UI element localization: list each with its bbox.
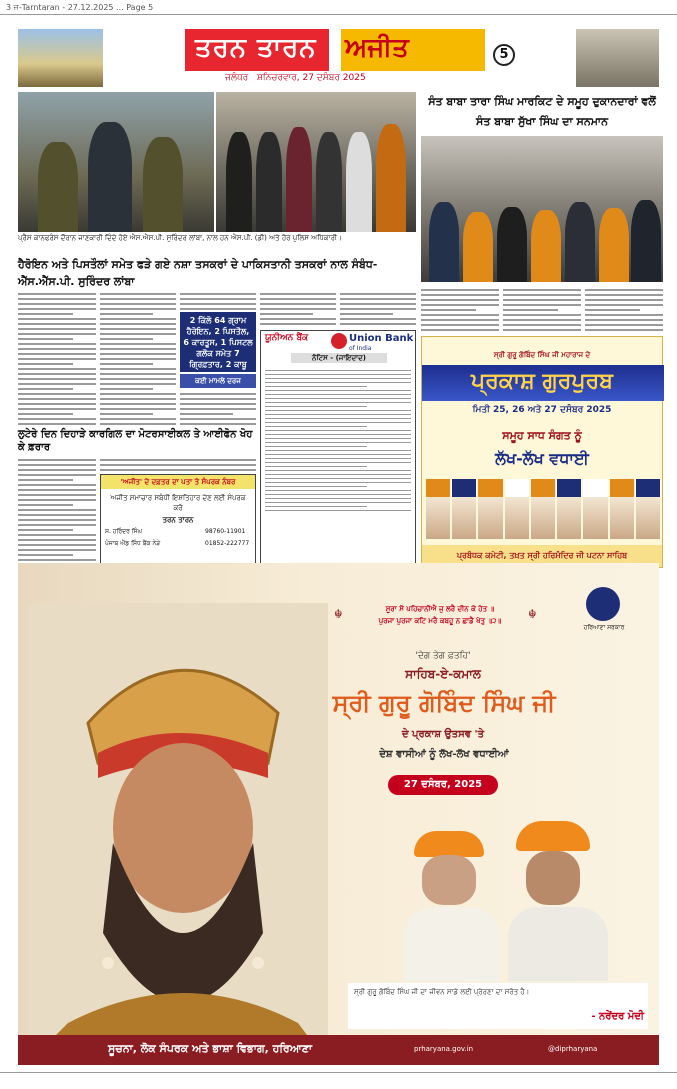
bank-label-punjabi: ਯੂਨੀਅਨ ਬੈਂਕ xyxy=(265,333,309,343)
office-box-body: ਅਜੀਤ ਸਮਾਚਾਰ ਸਬੰਧੀ ਇਸ਼ਤਿਹਾਰ ਦੇਣ ਲਈ ਸੰਪਰਕ ਕਰੋ xyxy=(110,494,246,512)
gurpurab-title: ਪ੍ਰਕਾਸ਼ ਗੁਰਪੁਰਬ xyxy=(471,369,613,394)
story1-column-3 xyxy=(180,290,256,310)
office-row1-phone: 98760-11901 xyxy=(205,528,246,535)
gurpurab-footer: ਪ੍ਰਬੰਧਕ ਕਮੇਟੀ, ਤਖ਼ਤ ਸ੍ਰੀ ਹਰਿਮੰਦਿਰ ਜੀ ਪਟਨਾ ਸਾਹਿਬ xyxy=(422,545,662,567)
khanda-right-icon: ☬ xyxy=(528,607,537,621)
gurpurab-top: ਸ੍ਰੀ ਗੁਰੂ ਗੋਬਿੰਦ ਸਿੰਘ ਜੀ ਮਹਾਰਾਜ ਦੇ xyxy=(493,351,591,359)
story1-column-2 xyxy=(100,290,176,426)
masthead-title-left: ਤਰਨ ਤਾਰਨ xyxy=(195,33,317,63)
ad-subtitle: ਸਾਹਿਬ-ਏ-ਕਮਾਲ xyxy=(405,667,481,681)
office-box-city: ਤਰਨ ਤਾਰਨ xyxy=(162,516,194,524)
quote-box xyxy=(348,983,648,1029)
police-photo-1 xyxy=(18,92,214,232)
story1-column-3b xyxy=(180,390,256,426)
photo-caption-1: ਪ੍ਰੈਸ ਕਾਨਫਰੰਸ ਦੌਰਾਨ ਜਾਣਕਾਰੀ ਦਿੰਦੇ ਹੋਏ ਐਸ.ਐਸ.ਪੀ. ਸੁਰਿੰਦਰ ਲਾਂਬਾ, ਨਾਲ ਹਨ ਐਸ.ਪੀ. (ਡੀ) ਅਤੇ ਹੋਰ ਪੁਲਿਸ ਅਧਿਕਾਰੀ। xyxy=(18,234,342,242)
verse-line-1: ਸੂਰਾ ਸੋ ਪਹਿਚਾਨੀਐ ਜੁ ਲਰੈ ਦੀਨ ਕੇ ਹੇਤ ॥ xyxy=(385,605,495,613)
corner-photo xyxy=(576,29,659,87)
golden-temple-photo xyxy=(18,29,103,87)
story2-column-3 xyxy=(585,286,663,334)
haryana-government-ad xyxy=(18,563,659,1065)
office-contact-box xyxy=(100,474,256,564)
ad-date-pill: 27 ਦਸੰਬਰ, 2025 xyxy=(388,775,498,795)
bank-brand-sub: of India xyxy=(349,345,372,352)
gurpurab-greeting-2: ਲੱਖ-ਲੱਖ ਵਧਾਈ xyxy=(495,449,589,468)
headline-robbery: ਲੁਟੇਰੇ ਦਿਨ ਦਿਹਾੜੇ ਕਾਰਗਿਲ ਦਾ ਮੋਟਰਸਾਈਕਲ ਤੇ ਆਈਫੋਨ ਖੋਹ ਕੇ ਫ਼ਰਾਰ xyxy=(18,429,253,453)
story2-column-2 xyxy=(503,286,581,334)
ad-footer-website: prharyana.gov.in xyxy=(414,1045,474,1053)
office-row1-name: ਸ. ਹਰਿੰਦਰ ਸਿੰਘ xyxy=(105,528,143,535)
police-photo-2 xyxy=(216,92,416,232)
committee-portraits xyxy=(426,479,660,539)
ad-footer-handle: @diprharyana xyxy=(548,1045,598,1053)
ad-line-2: ਦੇਸ਼ ਵਾਸੀਆਂ ਨੂੰ ਲੱਖ-ਲੱਖ ਵਧਾਈਆਂ xyxy=(379,749,509,760)
ad-title: ਸ੍ਰੀ ਗੁਰੂ ਗੋਬਿੰਦ ਸਿੰਘ ਜੀ xyxy=(332,689,556,717)
story1-column-4 xyxy=(260,290,336,330)
verse-line-2: ਪੁਰਜਾ ਪੁਰਜਾ ਕਟਿ ਮਰੈ ਕਬਹੂ ਨ ਛਾਡੈ ਖੇਤੁ ॥੨॥ xyxy=(378,617,502,625)
highlight-box: 2 ਕਿੱਲੋ 64 ਗ੍ਰਾਮ ਹੈਰੋਇਨ, 2 ਪਿਸਤੌਲ, 6 ਕਾਰਤੂਸ, 1 ਪਿਸਟਲ ਗਲੌਕ ਸਮੇਤ 7 ਗ੍ਰਿਫ਼ਤਾਰ, 2 ਕਾਬੂ xyxy=(180,312,256,372)
story1-column-1 xyxy=(18,290,96,426)
gurpurab-ad xyxy=(421,336,663,568)
masthead-title-right: ਅਜੀਤ xyxy=(345,33,409,63)
story1-column-5 xyxy=(340,290,416,330)
story3-column-1 xyxy=(18,456,96,566)
masthead-dateline: ਜਲੰਧਰ ਸ਼ਨਿਚਰਵਾਰ, 27 ਦਸੰਬਰ 2025 xyxy=(225,73,366,83)
market-honour-photo xyxy=(421,136,663,282)
leaders-photo xyxy=(404,811,610,981)
bottom-rule xyxy=(0,1072,677,1073)
office-row2-name: ਪੰਜਾਬ ਐਂਡ ਸਿੰਧ ਬੈਂਕ ਨੇੜੇ xyxy=(105,540,161,547)
headline-market-honour: ਸੰਤ ਬਾਬਾ ਤਾਰਾ ਸਿੰਘ ਮਾਰਕਿਟ ਦੇ ਸਮੂਹ ਦੁਕਾਨਦਾਰਾਂ ਵਲੋਂ ਸੰਤ ਬਾਬਾ ਸੁੱਖਾ ਸਿੰਘ ਦਾ ਸਨਮਾਨ xyxy=(428,95,656,128)
ad-quote-author: - ਨਰੇਂਦਰ ਮੋਦੀ xyxy=(591,1011,644,1022)
story2-column-1 xyxy=(421,286,499,334)
headline-heroin: ਹੈਰੋਇਨ ਅਤੇ ਪਿਸਤੌਲਾਂ ਸਮੇਤ ਫੜੇ ਗਏ ਨਸ਼ਾ ਤਸਕਰਾਂ ਦੇ ਪਾਕਿਸਤਾਨੀ ਤਸਕਰਾਂ ਨਾਲ ਸੰਬੰਧ- ਐੱਸ.ਐੱਸ.ਪੀ. ਸੁਰਿੰਦਰ ਲਾਂਬਾ xyxy=(18,258,378,288)
highlight-subtitle: ਕਈ ਮਾਮਲੇ ਦਰਜ xyxy=(180,374,256,388)
bank-notice-ad xyxy=(260,330,416,564)
office-row2-phone: 01852-222777 xyxy=(205,540,250,547)
bank-notice-body xyxy=(265,367,411,559)
page-number: 5 xyxy=(493,44,515,66)
khanda-left-icon: ☬ xyxy=(334,607,343,621)
union-bank-logo-icon xyxy=(331,333,347,349)
story3-column-2 xyxy=(100,456,256,472)
bank-notice-title: ਨੋਟਿਸ - (ਜਾਇਦਾਦ) xyxy=(291,353,387,363)
print-slug: 3 ਜ-Tarntaran - 27.12.2025 ... Page 5 xyxy=(6,3,154,12)
bank-brand: Union Bank xyxy=(349,333,414,344)
haryana-logo-icon xyxy=(586,587,620,621)
top-rule xyxy=(0,14,677,15)
haryana-logo-text: ਹਰਿਆਣਾ ਸਰਕਾਰ xyxy=(583,624,625,631)
gurpurab-dates: ਮਿਤੀ 25, 26 ਅਤੇ 27 ਦਸੰਬਰ 2025 xyxy=(472,405,612,415)
masthead xyxy=(185,29,485,87)
office-box-title: 'ਅਜੀਤ' ਦੇ ਦਫ਼ਤਰ ਦਾ ਪਤਾ ਤੇ ਸੰਪਰਕ ਨੰਬਰ xyxy=(101,475,255,489)
ad-slogan: 'ਦੇਗ ਤੇਗ ਫ਼ਤਹਿ' xyxy=(415,651,471,661)
ad-quote: ਸ੍ਰੀ ਗੁਰੂ ਗੋਬਿੰਦ ਸਿੰਘ ਜੀ ਦਾ ਜੀਵਨ ਸਾਡੇ ਲਈ ਪ੍ਰੇਰਣਾ ਦਾ ਸਰੋਤ ਹੈ। xyxy=(354,988,530,996)
guru-portrait-illustration xyxy=(28,603,328,1063)
ad-footer-bar xyxy=(18,1035,659,1065)
ad-footer-text: ਸੂਚਨਾ, ਲੋਕ ਸੰਪਰਕ ਅਤੇ ਭਾਸ਼ਾ ਵਿਭਾਗ, ਹਰਿਆਣਾ xyxy=(108,1042,313,1055)
gurpurab-greeting-1: ਸਮੂਹ ਸਾਧ ਸੰਗਤ ਨੂੰ xyxy=(502,429,582,442)
ad-line-1: ਦੇ ਪ੍ਰਕਾਸ਼ ਉਤਸਵ 'ਤੇ xyxy=(401,729,485,740)
